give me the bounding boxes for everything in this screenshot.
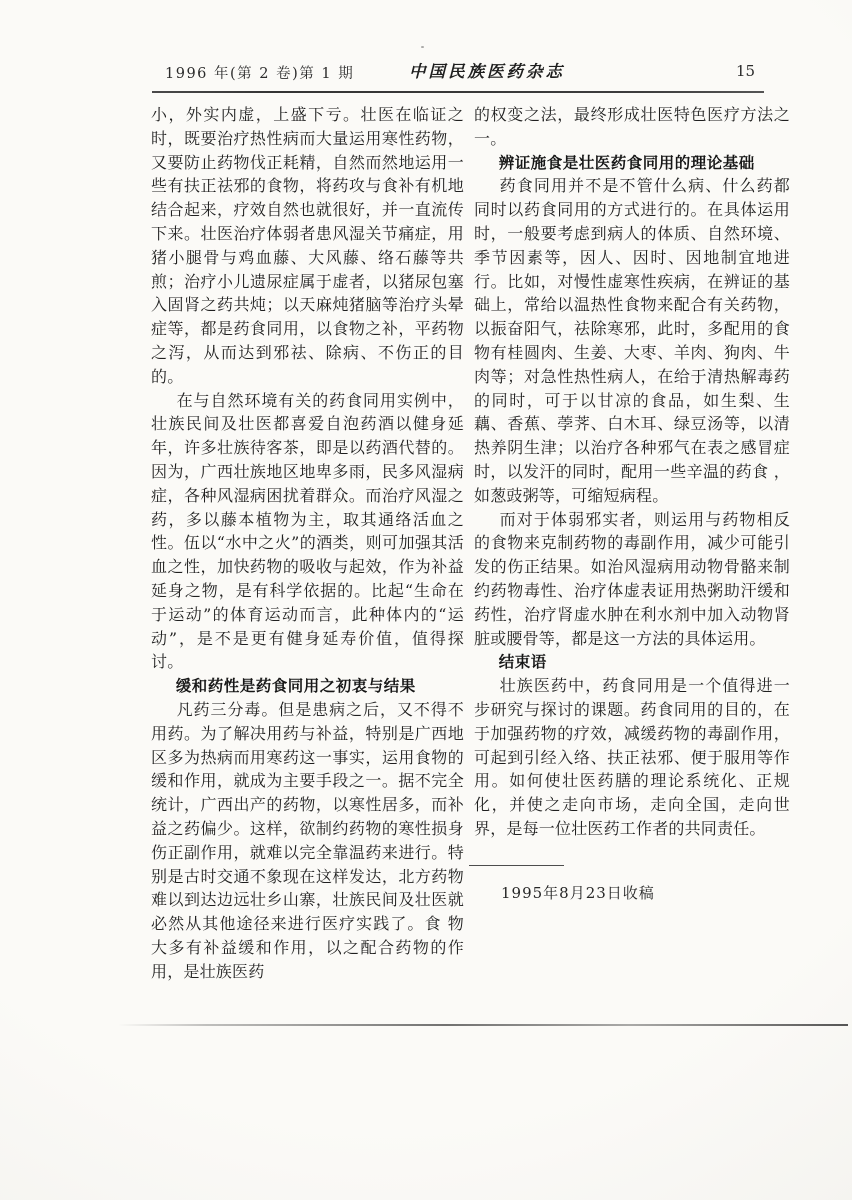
header-rule (152, 91, 764, 93)
section-heading-huanhe: 缓和药性是药食同用之初衷与结果 (175, 676, 416, 696)
received-date-block (474, 865, 790, 904)
section-heading-jieshuyu: 结束语 (498, 652, 547, 672)
right-column (474, 103, 790, 903)
scan-speckle (421, 46, 424, 48)
received-date-rule (469, 865, 564, 867)
scan-artifact-line (118, 1024, 848, 1026)
journal-title: 中国民族医药杂志 (409, 62, 565, 81)
journal-issue-info: 1996 年(第 2 卷)第 1 期 (165, 66, 355, 82)
paragraph-continuation: 的权变之法，最终形成壮医特色医疗方法之一。 (474, 105, 790, 148)
scan-speckle (700, 588, 702, 590)
section-heading-bianzheng: 辨证施食是壮医药食同用的理论基础 (498, 152, 755, 172)
paragraph: 药食同用并不是不管什么病、什么药都同时以药食同用的方式进行的。在具体运用时，一般要考虑到病人的体质、自然环境、季节因素等，因人、因时、因地制宜地进行。比如，对慢性虚寒性疾病，在辨证的基础上，常给以温热性食物来配合有关药物，以振奋阳气，祛除寒邪，此时，多配用的食物有桂圆肉、生姜、大枣、羊肉、狗肉、牛肉等；对急性热性病人，在给于清热解毒药的同时，可于以甘凉的食品，如生梨、生藕、香蕉、荸荠、白木耳、绿豆汤等，以清热养阴生津；以治疗各种邪气在表之感冒症时，以发汗的同时，配用一些辛温的药食 ，如葱豉粥等，可缩短病程。 (474, 176, 790, 505)
scan-speckle (509, 118, 511, 120)
paragraph-continuation: 小，外实内虚，上盛下亏。壮医在临证之时，既要治疗热性病而大量运用寒性药物，又要防止药物伐正耗精，自然而然地运用一些有扶正祛邪的食物，将药攻与食补有机地结合起来，疗效自然也就很好，并一直流传下来。壮医治疗体弱者患风湿关节痛症，用猪小腿骨与鸡血藤、大风藤、络石藤等共煎；治疗小儿遗尿症属于虚者，以猪尿包塞入固肾之药共炖；以天麻炖猪脑等治疗头晕症等，都是药食同用，以食物之补，平药物之泻，从而达到邪祛、除病、不伤正的目的。 (151, 105, 464, 386)
received-date: 1995年8月23日收稿 (501, 884, 655, 903)
paragraph: 壮族医药中，药食同用是一个值得进一步研究与探讨的课题。药食同用的目的，在于加强药物的疗效，减缓药物的毒副作用，可起到引经入络、扶正祛邪、便于服用等作用。如何使壮医药膳的理论系统化、正规化，并使之走向市场，走向全国，走向世界，是每一位壮医药工作者的共同责任。 (474, 676, 790, 838)
left-column (151, 103, 464, 983)
paragraph: 而对于体弱邪实者，则运用与药物相反的食物来克制药物的毒副作用，减少可能引发的伤正结果。如治风湿病用动物骨骼来制约药物毒性、治疗体虚表证用热粥助汗缓和药性，治疗肾虚水肿在利水剂中加入动物肾脏或腰骨等，都是这一方法的具体运用。 (474, 509, 790, 648)
page-number: 15 (736, 62, 756, 80)
paragraph: 在与自然环境有关的药食同用实例中，壮族民间及壮医都喜爱自泡药酒以健身延年，许多壮族待客茶，即是以药酒代替的。因为，广西壮族地区地卑多雨，民多风湿病症，各种风湿病困扰着群众。而治疗风湿之药，多以藤本植物为主，取其通络活血之性。伍以“水中之火”的酒类，则可加强其活血之性，加快药物的吸收与起效，作为补益延身之物，是有科学依据的。比起“生命在于运动”的体育运动而言，此种体内的“运动”，是不是更有健身延寿价值，值得探讨。 (151, 390, 464, 672)
paragraph: 凡药三分毒。但是患病之后，又不得不用药。为了解决用药与补益，特别是广西地区多为热病而用寒药这一事实，运用食物的缓和作用，就成为主要手段之一。据不完全统计，广西出产的药物，以寒性居多，而补益之药偏少。这样，欲制约药物的寒性损身伤正副作用，就难以完全靠温药来进行。特别是古时交通不象现在这样发达，北方药物难以到达边远壮乡山寨，壮族民间及壮医就必然从其他途径来进行医疗实践了。食 物大多有补益缓和作用，以之配合药物的作用，是壮族医药 (151, 699, 464, 981)
